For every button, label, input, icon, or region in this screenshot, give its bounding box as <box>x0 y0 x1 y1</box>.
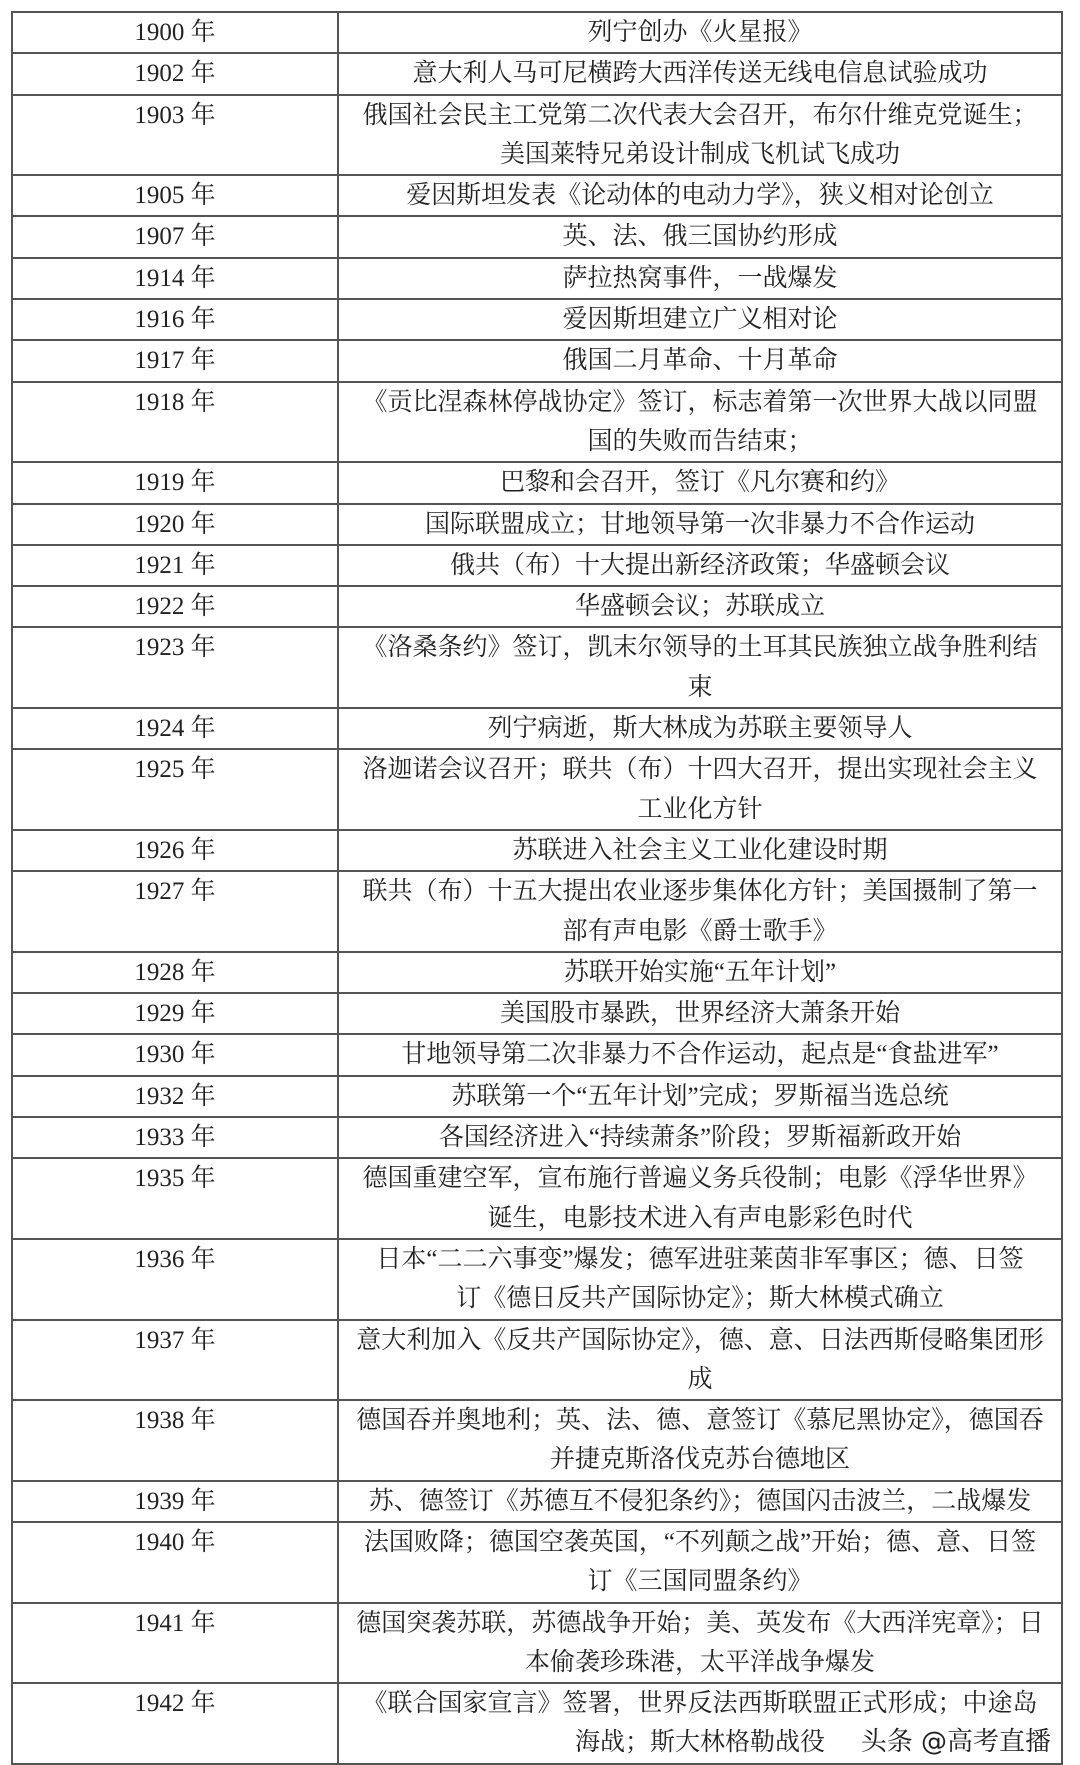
event-line: 巴黎和会召开，签订《凡尔赛和约》 <box>499 469 900 497</box>
event-line: 订《三国同盟条约》 <box>587 1568 813 1596</box>
event-line: 诞生，电影技术进入有声电影彩色时代 <box>487 1204 913 1232</box>
year-cell: 1917 年 <box>12 340 338 381</box>
event-cell <box>338 749 1062 830</box>
year-cell: 1939 年 <box>12 1481 338 1522</box>
event-cell <box>338 1603 1062 1684</box>
event-cell <box>338 95 1062 176</box>
table-row <box>12 1522 1062 1603</box>
year-cell: 1935 年 <box>12 1158 338 1239</box>
event-line: 各国经济进入“持续萧条”阶段；罗斯福新政开始 <box>438 1124 962 1152</box>
table-row <box>12 952 1062 993</box>
table-row <box>12 175 1062 216</box>
event-cell <box>338 1076 1062 1117</box>
watermark: 头条 @高考直播 <box>860 1727 1051 1758</box>
event-cell <box>338 462 1062 503</box>
table-row <box>12 504 1062 545</box>
table-row <box>12 1683 1062 1764</box>
table-row <box>12 1117 1062 1158</box>
table-row <box>12 299 1062 340</box>
event-line: 工业化方针 <box>637 795 763 823</box>
table-row <box>12 462 1062 503</box>
table-row <box>12 1603 1062 1684</box>
year-cell: 1900 年 <box>12 12 338 53</box>
event-line: 洛迦诺会议召开；联共（布）十四大召开，提出实现社会主义 <box>362 756 1038 784</box>
year-cell: 1930 年 <box>12 1034 338 1075</box>
table-row <box>12 1034 1062 1075</box>
event-line: 俄国社会民主工党第二次代表大会召开，布尔什维克党诞生； <box>362 101 1038 129</box>
table-row <box>12 993 1062 1034</box>
event-cell <box>338 1117 1062 1158</box>
event-line: 法国败降；德国空袭英国，“不列颠之战”开始；德、意、日签 <box>363 1528 1037 1556</box>
event-line: 苏联第一个“五年计划”完成；罗斯福当选总统 <box>451 1082 949 1110</box>
event-cell <box>338 1239 1062 1320</box>
year-cell: 1938 年 <box>12 1400 338 1481</box>
table-row <box>12 53 1062 94</box>
event-line: 联共（布）十五大提出农业逐步集体化方针；美国摄制了第一 <box>362 878 1038 906</box>
year-cell: 1922 年 <box>12 586 338 627</box>
event-cell <box>338 627 1062 708</box>
event-cell <box>338 1034 1062 1075</box>
event-line: 日本“二二六事变”爆发；德军进驻莱茵非军事区；德、日签 <box>376 1245 1024 1273</box>
event-line: 束 <box>687 673 713 701</box>
event-cell <box>338 993 1062 1034</box>
table-row <box>12 216 1062 257</box>
event-line: 本偷袭珍珠港，太平洋战争爆发 <box>524 1648 875 1676</box>
event-cell <box>338 586 1062 627</box>
year-cell: 1927 年 <box>12 871 338 952</box>
year-cell: 1923 年 <box>12 627 338 708</box>
year-cell: 1928 年 <box>12 952 338 993</box>
table-row <box>12 12 1062 53</box>
year-cell: 1940 年 <box>12 1522 338 1603</box>
event-line: 《洛桑条约》签订，凯末尔领导的土耳其民族独立战争胜利结 <box>362 634 1038 662</box>
year-cell: 1903 年 <box>12 95 338 176</box>
event-cell <box>338 1400 1062 1481</box>
event-cell <box>338 216 1062 257</box>
table-row <box>12 586 1062 627</box>
event-line: 德国吞并奥地利；英、法、德、意签订《慕尼黑协定》，德国吞 <box>356 1407 1044 1435</box>
event-cell <box>338 1481 1062 1522</box>
event-cell <box>338 952 1062 993</box>
table-row <box>12 1320 1062 1401</box>
event-cell <box>338 871 1062 952</box>
table-row <box>12 830 1062 871</box>
event-cell <box>338 1522 1062 1603</box>
year-cell: 1916 年 <box>12 299 338 340</box>
event-line: 萨拉热窝事件，一战爆发 <box>562 264 838 292</box>
table-row <box>12 1158 1062 1239</box>
year-cell: 1919 年 <box>12 462 338 503</box>
year-cell: 1933 年 <box>12 1117 338 1158</box>
event-line: 订《德日反共产国际协定》；斯大林模式确立 <box>456 1285 944 1313</box>
year-cell: 1932 年 <box>12 1076 338 1117</box>
event-line: 列宁病逝，斯大林成为苏联主要领导人 <box>487 715 913 743</box>
table-row <box>12 95 1062 176</box>
timeline-body <box>12 12 1062 1764</box>
year-cell: 1926 年 <box>12 830 338 871</box>
event-line: 德国突袭苏联，苏德战争开始；美、英发布《大西洋宪章》；日 <box>356 1609 1044 1637</box>
event-cell <box>338 340 1062 381</box>
event-line: 华盛顿会议；苏联成立 <box>574 593 825 621</box>
event-cell <box>338 1158 1062 1239</box>
table-row <box>12 382 1062 463</box>
event-line: 部有声电影《爵士歌手》 <box>562 917 838 945</box>
event-line: 苏联进入社会主义工业化建设时期 <box>512 836 888 864</box>
event-line: 德国重建空军，宣布施行普遍义务兵役制；电影《浮华世界》 <box>362 1165 1038 1193</box>
event-line: 爱因斯坦发表《论动体的电动力学》，狭义相对论创立 <box>406 182 994 210</box>
event-line: 《贡比涅森林停战协定》签订，标志着第一次世界大战以同盟 <box>362 388 1038 416</box>
table-row <box>12 340 1062 381</box>
event-line: 美国股市暴跌，世界经济大萧条开始 <box>499 1000 900 1028</box>
event-cell <box>338 258 1062 299</box>
event-line: 《联合国家宣言》签署，世界反法西斯联盟正式形成；中途岛 <box>362 1690 1038 1718</box>
event-line: 海战；斯大林格勒战役 <box>574 1729 825 1757</box>
event-line: 成 <box>687 1365 713 1393</box>
event-line: 苏联开始实施“五年计划” <box>563 958 837 986</box>
event-cell <box>338 504 1062 545</box>
table-row <box>12 749 1062 830</box>
event-cell <box>338 545 1062 586</box>
event-cell <box>338 382 1062 463</box>
timeline-table <box>11 11 1063 1765</box>
event-cell <box>338 299 1062 340</box>
table-row <box>12 871 1062 952</box>
table-row <box>12 627 1062 708</box>
year-cell: 1921 年 <box>12 545 338 586</box>
event-line: 国际联盟成立；甘地领导第一次非暴力不合作运动 <box>424 510 975 538</box>
event-cell <box>338 708 1062 749</box>
year-cell: 1907 年 <box>12 216 338 257</box>
event-line: 并捷克斯洛伐克苏台德地区 <box>549 1446 850 1474</box>
event-cell <box>338 175 1062 216</box>
year-cell: 1942 年 <box>12 1683 338 1764</box>
event-cell <box>338 1320 1062 1401</box>
event-line: 列宁创办《火星报》 <box>587 19 813 46</box>
year-cell: 1929 年 <box>12 993 338 1034</box>
year-cell: 1941 年 <box>12 1603 338 1684</box>
event-line: 国的失败而告结束； <box>587 427 813 455</box>
event-line: 苏、德签订《苏德互不侵犯条约》；德国闪击波兰，二战爆发 <box>368 1487 1032 1515</box>
year-cell: 1918 年 <box>12 382 338 463</box>
event-cell <box>338 1683 1062 1764</box>
table-row <box>12 1400 1062 1481</box>
event-line: 爱因斯坦建立广义相对论 <box>562 306 838 334</box>
event-line: 俄国二月革命、十月革命 <box>562 347 838 375</box>
year-cell: 1905 年 <box>12 175 338 216</box>
event-line: 甘地领导第二次非暴力不合作运动，起点是“食盐进军” <box>401 1041 999 1069</box>
year-cell: 1902 年 <box>12 53 338 94</box>
event-line: 意大利人马可尼横跨大西洋传送无线电信息试验成功 <box>412 60 988 88</box>
year-cell: 1914 年 <box>12 258 338 299</box>
event-line: 意大利加入《反共产国际协定》，德、意、日法西斯侵略集团形 <box>356 1326 1044 1354</box>
year-cell: 1925 年 <box>12 749 338 830</box>
table-row <box>12 258 1062 299</box>
table-row <box>12 708 1062 749</box>
event-cell <box>338 830 1062 871</box>
year-cell: 1936 年 <box>12 1239 338 1320</box>
table-row <box>12 1239 1062 1320</box>
year-cell: 1920 年 <box>12 504 338 545</box>
table-row <box>12 1481 1062 1522</box>
year-cell: 1924 年 <box>12 708 338 749</box>
event-line: 俄共（布）十大提出新经济政策；华盛顿会议 <box>449 551 950 579</box>
year-cell: 1937 年 <box>12 1320 338 1401</box>
table-row <box>12 1076 1062 1117</box>
event-cell <box>338 12 1062 53</box>
event-line: 英、法、俄三国协约形成 <box>562 223 838 251</box>
table-row <box>12 545 1062 586</box>
event-cell <box>338 53 1062 94</box>
event-line: 美国莱特兄弟设计制成飞机试飞成功 <box>499 140 900 168</box>
